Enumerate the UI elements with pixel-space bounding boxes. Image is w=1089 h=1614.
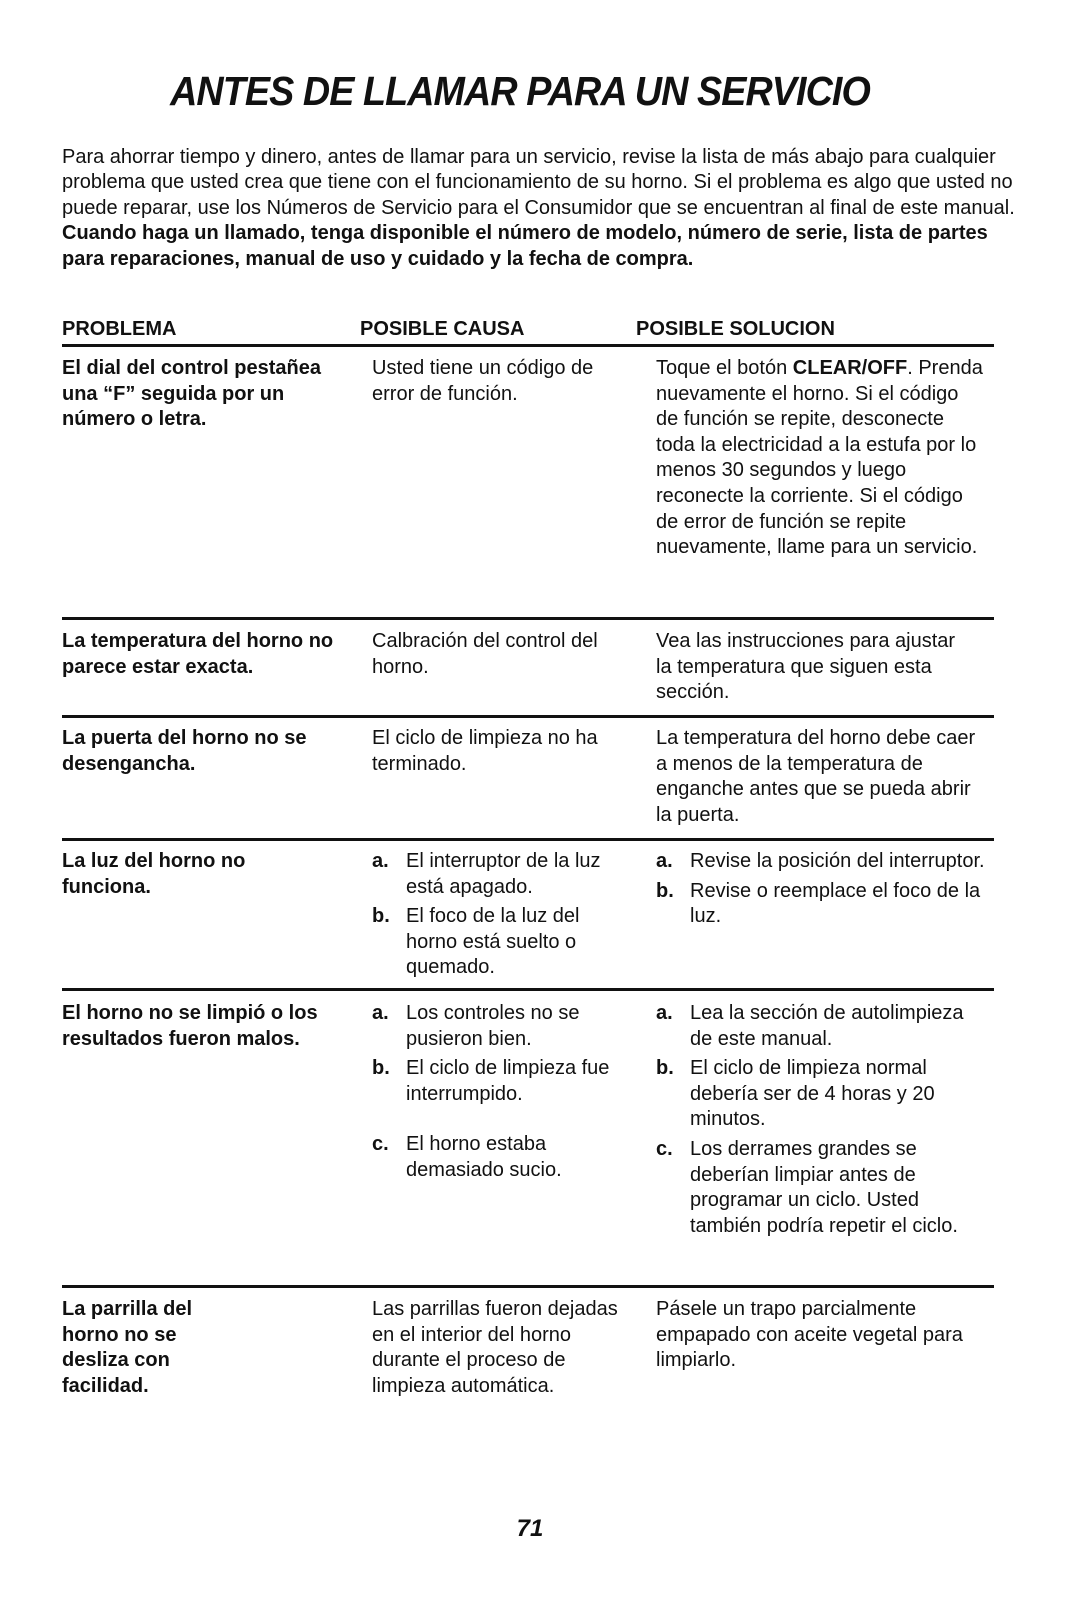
table-header [62, 318, 992, 346]
item-marker: b. [372, 905, 390, 928]
solution-cell: La temperatura del horno debe caer a menos de la temperatura de enganche antes que se pueda abrir la puerta. [656, 727, 976, 826]
item-marker: a. [656, 850, 673, 872]
list-item [372, 1132, 612, 1183]
solution-cell: Pásele un trapo parcialmente empapado con aceite vegetal para limpiarlo. [656, 1298, 963, 1372]
problem-cell: La parrilla del horno no se desliza con facilidad. [62, 1298, 193, 1397]
item-text: El interruptor de la luz está apagado. [406, 850, 601, 898]
divider [62, 715, 994, 718]
item-marker: c. [656, 1137, 673, 1160]
item-marker: c. [372, 1133, 389, 1156]
divider [62, 617, 994, 620]
list-item [372, 1056, 612, 1107]
problem-cell: La luz del horno no funciona. [62, 850, 246, 898]
cause-cell [372, 1001, 612, 1184]
item-marker: b. [656, 1057, 674, 1080]
cause-cell: Calbración del control del horno. [372, 630, 598, 678]
cause-cell: Las parrillas fueron dejadas en el interior del horno durante el proceso de limpieza automática. [372, 1298, 618, 1397]
item-text: El foco de la luz del horno está suelto o quemado. [406, 905, 580, 979]
divider [62, 838, 994, 841]
cause-cell: El ciclo de limpieza no ha terminado. [372, 727, 598, 775]
item-text: Lea la sección de autolimpieza de este manual. [690, 1002, 964, 1050]
solution-cell [656, 1001, 988, 1239]
intro-text: Para ahorrar tiempo y dinero, antes de llamar para un servicio, revise la lista de más abajo para cualquier problema que usted crea que tiene con el funcionamiento de su horno. Si el problema es algo que usted no puede reparar, use los Números de Servicio para el Consumidor que se encuentran al final de este manual. [62, 146, 1015, 219]
item-text: Revise o reemplace el foco de la luz. [690, 879, 981, 928]
list-item [656, 849, 986, 875]
cause-cell [372, 849, 634, 981]
item-text: El horno estaba demasiado sucio. [406, 1133, 562, 1181]
list-item [656, 879, 986, 930]
item-text: Revise la posición del interruptor. [690, 850, 985, 872]
divider [62, 1285, 994, 1288]
solution-cell [656, 356, 986, 561]
list-item [656, 1056, 988, 1133]
solution-cell: Vea las instrucciones para ajustar la temperatura que siguen esta sección. [656, 630, 956, 704]
item-marker: b. [372, 1057, 390, 1080]
item-text: El ciclo de limpieza fue interrumpido. [406, 1057, 610, 1105]
header-solution: POSIBLE SOLUCION [636, 318, 835, 340]
item-marker: a. [372, 850, 389, 872]
clear-off-label: CLEAR/OFF [792, 357, 908, 379]
page-number: 71 [516, 1515, 544, 1542]
item-text: El ciclo de limpieza normal debería ser de 4 horas y 20 minutos. [690, 1057, 935, 1131]
header-problem: PROBLEMA [62, 318, 177, 340]
page-title: ANTES DE LLAMAR PARA UN SERVICIO [170, 68, 870, 114]
item-marker: b. [656, 879, 674, 902]
solution-text: Toque el botón [656, 357, 793, 379]
list-item [656, 1001, 988, 1052]
list-item [372, 849, 634, 900]
item-text: Los derrames grandes se deberían limpiar antes de programar un ciclo. Usted también podría repetir el ciclo. [690, 1137, 958, 1237]
solution-text: . Prenda nuevamente el horno. Si el código de función se repite, desconecte toda la electricidad a la estufa por lo menos 30 segundos y luego reconecte la corriente. Si el código de error de función se repite nuevamente, llame para un servicio. [656, 357, 983, 559]
problem-cell: El dial del control pestañea una “F” seguida por un número o letra. [62, 357, 321, 431]
divider [62, 988, 994, 991]
item-marker: a. [656, 1002, 673, 1024]
item-marker: a. [372, 1002, 389, 1024]
divider [62, 344, 994, 347]
cause-cell: Usted tiene un código de error de función. [372, 357, 594, 405]
header-cause: POSIBLE CAUSA [360, 318, 525, 340]
intro-bold-text: Cuando haga un llamado, tenga disponible el número de modelo, número de serie, lista de partes para reparaciones, manual de uso y cuidado y la fecha de compra. [62, 222, 988, 270]
list-item [656, 1137, 988, 1239]
item-text: Los controles no se pusieron bien. [406, 1002, 580, 1050]
problem-cell: El horno no se limpió o los resultados fueron malos. [62, 1002, 318, 1050]
problem-cell: La puerta del horno no se desengancha. [62, 727, 307, 775]
intro-paragraph [62, 145, 1022, 272]
problem-cell: La temperatura del horno no parece estar exacta. [62, 630, 334, 678]
solution-cell [656, 849, 986, 930]
list-item [372, 1001, 612, 1052]
list-item [372, 904, 634, 981]
